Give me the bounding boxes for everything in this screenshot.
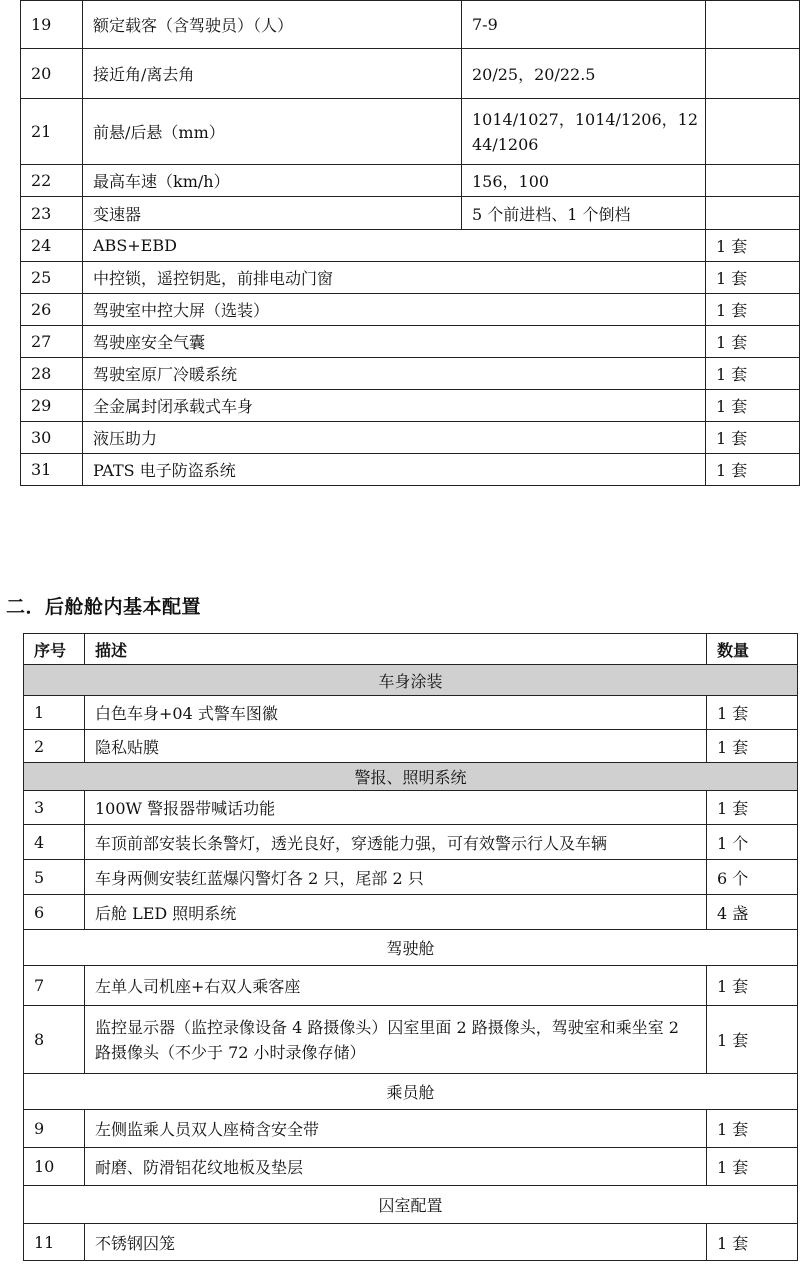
row-number: 8: [24, 1006, 85, 1074]
rear-cabin-config-table: [23, 633, 798, 1261]
row-number: 2: [24, 730, 85, 763]
row-description: ABS+EBD: [83, 230, 706, 262]
table-row: [21, 262, 800, 294]
row-quantity: [706, 165, 800, 197]
group-title: 驾驶舱: [24, 930, 798, 966]
table-row: [21, 326, 800, 358]
row-number: 3: [24, 791, 85, 825]
table-row: [24, 825, 798, 860]
row-number: 20: [21, 49, 83, 99]
spec-table-continued: [20, 0, 800, 486]
row-number: 29: [21, 390, 83, 422]
table-row: [24, 860, 798, 895]
group-row: [24, 930, 798, 966]
row-quantity: 1 套: [706, 390, 800, 422]
row-description: 前悬/后悬（mm）: [83, 99, 462, 165]
row-number: 31: [21, 454, 83, 486]
row-quantity: 1 套: [707, 966, 798, 1006]
row-description: 全金属封闭承载式车身: [83, 390, 706, 422]
row-description: 驾驶室原厂冷暖系统: [83, 358, 706, 390]
row-description: 监控显示器（监控录像设备 4 路摄像头）囚室里面 2 路摄像头，驾驶室和乘坐室 2 路摄像头（不少于 72 小时录像存储）: [85, 1006, 707, 1074]
header-number: 序号: [24, 634, 85, 665]
row-number: 10: [24, 1148, 85, 1186]
table-row: [24, 966, 798, 1006]
group-title: 车身涂装: [24, 665, 798, 696]
row-description: 变速器: [83, 197, 462, 230]
row-value: 7-9: [462, 1, 706, 49]
row-description: 耐磨、防滑铝花纹地板及垫层: [85, 1148, 707, 1186]
row-description: 中控锁，遥控钥匙，前排电动门窗: [83, 262, 706, 294]
row-quantity: 1 套: [706, 454, 800, 486]
row-description: 左侧监乘人员双人座椅含安全带: [85, 1110, 707, 1148]
table-row: [24, 696, 798, 730]
row-description: 车身两侧安装红蓝爆闪警灯各 2 只，尾部 2 只: [85, 860, 707, 895]
row-quantity: [706, 197, 800, 230]
row-quantity: 1 套: [707, 1006, 798, 1074]
row-number: 19: [21, 1, 83, 49]
section-heading: 二．后舱舱内基本配置: [6, 596, 202, 618]
table-row: [21, 230, 800, 262]
row-quantity: 1 套: [707, 730, 798, 763]
table-row: [21, 1, 800, 49]
table-header-row: [24, 634, 798, 665]
group-row: [24, 1074, 798, 1110]
table-row: [21, 99, 800, 165]
row-quantity: 1 套: [706, 326, 800, 358]
table-row: [24, 1148, 798, 1186]
table-row: [24, 895, 798, 930]
row-description: 白色车身+04 式警车图徽: [85, 696, 707, 730]
row-description: 最高车速（km/h）: [83, 165, 462, 197]
table-row: [24, 730, 798, 763]
row-quantity: [706, 49, 800, 99]
row-number: 4: [24, 825, 85, 860]
table-row: [21, 294, 800, 326]
row-quantity: 1 套: [707, 1148, 798, 1186]
row-description: 左单人司机座+右双人乘客座: [85, 966, 707, 1006]
row-number: 24: [21, 230, 83, 262]
table-row: [21, 49, 800, 99]
row-description: 车顶前部安装长条警灯，透光良好，穿透能力强，可有效警示行人及车辆: [85, 825, 707, 860]
row-description: 液压助力: [83, 422, 706, 454]
row-description: 不锈钢囚笼: [85, 1224, 707, 1261]
row-quantity: [706, 99, 800, 165]
row-value: 156，100: [462, 165, 706, 197]
row-number: 11: [24, 1224, 85, 1261]
row-description: 额定载客（含驾驶员）（人）: [83, 1, 462, 49]
row-number: 7: [24, 966, 85, 1006]
row-value: 20/25，20/22.5: [462, 49, 706, 99]
row-description: 接近角/离去角: [83, 49, 462, 99]
row-number: 5: [24, 860, 85, 895]
table-row: [24, 791, 798, 825]
row-quantity: 1 套: [707, 696, 798, 730]
row-quantity: 1 套: [707, 1224, 798, 1261]
header-quantity: 数量: [707, 634, 798, 665]
row-description: 驾驶座安全气囊: [83, 326, 706, 358]
row-description: 100W 警报器带喊话功能: [85, 791, 707, 825]
row-quantity: 1 个: [707, 825, 798, 860]
group-row: [24, 665, 798, 696]
row-description: 后舱 LED 照明系统: [85, 895, 707, 930]
header-description: 描述: [85, 634, 707, 665]
row-quantity: 1 套: [706, 358, 800, 390]
table-row: [21, 454, 800, 486]
row-number: 25: [21, 262, 83, 294]
row-quantity: 1 套: [706, 230, 800, 262]
row-number: 28: [21, 358, 83, 390]
row-number: 30: [21, 422, 83, 454]
group-title: 囚室配置: [24, 1186, 798, 1224]
row-number: 21: [21, 99, 83, 165]
row-number: 22: [21, 165, 83, 197]
table-row: [24, 1110, 798, 1148]
row-quantity: 1 套: [706, 294, 800, 326]
group-title: 乘员舱: [24, 1074, 798, 1110]
table-row: [24, 1224, 798, 1261]
row-number: 1: [24, 696, 85, 730]
row-number: 6: [24, 895, 85, 930]
row-quantity: 6 个: [707, 860, 798, 895]
row-number: 27: [21, 326, 83, 358]
row-quantity: 4 盏: [707, 895, 798, 930]
row-number: 26: [21, 294, 83, 326]
row-number: 9: [24, 1110, 85, 1148]
row-quantity: [706, 1, 800, 49]
table-row: [21, 165, 800, 197]
table-row: [21, 390, 800, 422]
row-value: 5 个前进档、1 个倒档: [462, 197, 706, 230]
row-description: 驾驶室中控大屏（选装）: [83, 294, 706, 326]
row-quantity: 1 套: [707, 791, 798, 825]
group-title: 警报、照明系统: [24, 763, 798, 791]
row-quantity: 1 套: [707, 1110, 798, 1148]
table-row: [21, 197, 800, 230]
table-row: [21, 358, 800, 390]
row-number: 23: [21, 197, 83, 230]
row-value: 1014/1027，1014/1206，1244/1206: [462, 99, 706, 165]
table-row: [24, 1006, 798, 1074]
group-row: [24, 1186, 798, 1224]
row-description: PATS 电子防盗系统: [83, 454, 706, 486]
table-row: [21, 422, 800, 454]
row-quantity: 1 套: [706, 422, 800, 454]
row-quantity: 1 套: [706, 262, 800, 294]
row-description: 隐私贴膜: [85, 730, 707, 763]
group-row: [24, 763, 798, 791]
